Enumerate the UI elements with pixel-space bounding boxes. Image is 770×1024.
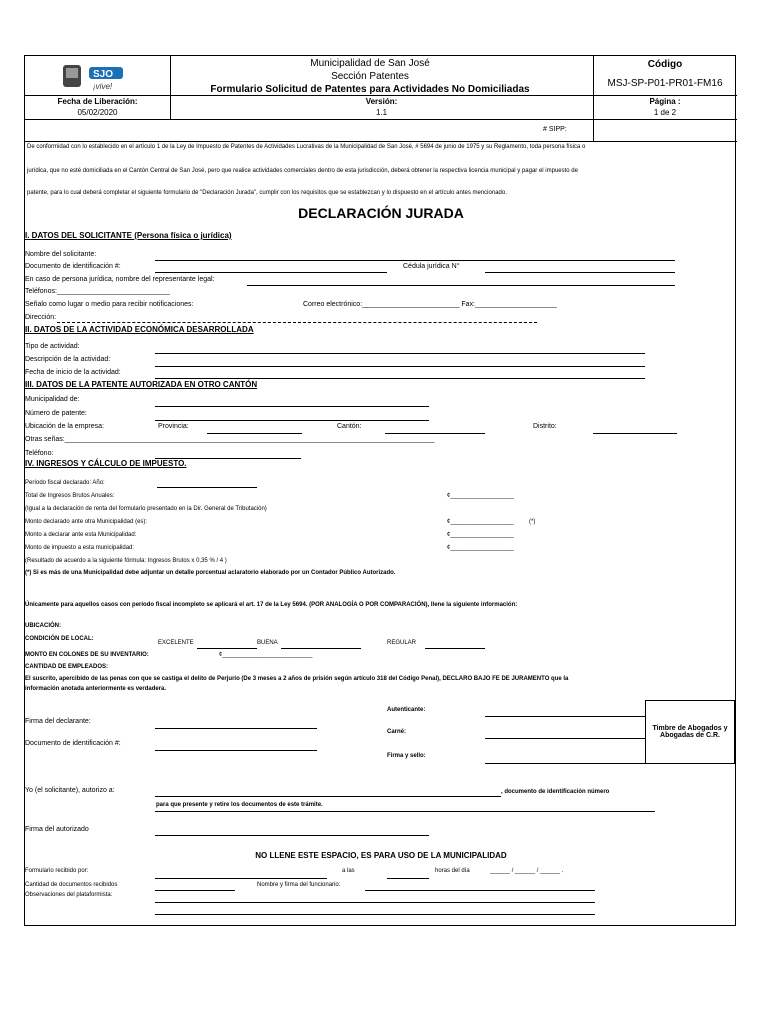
location-title: UBICACIÓN: bbox=[25, 623, 61, 629]
id-number-label: , documento de identificación número bbox=[501, 789, 610, 795]
declarant-signature-label: Firma del declarante: bbox=[25, 718, 91, 725]
received-by-label: Formulario recibido por: bbox=[25, 868, 89, 874]
svg-text:¡vive!: ¡vive! bbox=[93, 82, 113, 91]
observations-label: Observaciones del plataformista: bbox=[25, 892, 113, 898]
sipp-label: # SIPP: bbox=[543, 126, 567, 133]
address-label: Dirección: bbox=[25, 314, 57, 321]
tax-amount-value[interactable]: ¢___________________ bbox=[447, 545, 514, 551]
authorized-person-field[interactable] bbox=[155, 796, 501, 797]
employees-label: CANTIDAD DE EMPLEADOS: bbox=[25, 664, 109, 670]
office-use-title: NO LLENE ESTE ESPACIO, ES PARA USO DE LA MUNICIPALIDAD bbox=[255, 851, 507, 860]
section-4-title: IV. INGRESOS Y CÁLCULO DE IMPUESTO. bbox=[25, 459, 187, 468]
phones-label[interactable]: Teléfonos:_____________________________ bbox=[25, 288, 170, 295]
lawyers-stamp-label: Timbre de Abogados y Abogadas de C.R. bbox=[652, 725, 728, 739]
cedula-field[interactable] bbox=[485, 272, 675, 273]
seal-field[interactable] bbox=[485, 763, 645, 764]
declaration-title: DECLARACIÓN JURADA bbox=[298, 205, 464, 221]
phone-label: Teléfono: bbox=[25, 450, 54, 457]
district-field[interactable] bbox=[593, 433, 677, 434]
address-field[interactable] bbox=[57, 322, 537, 323]
other-muni-amount-value[interactable]: ¢___________________ bbox=[447, 519, 514, 525]
inventory-label: MONTO EN COLONES DE SU INVENTARIO: bbox=[25, 652, 149, 658]
section-3-title: III. DATOS DE LA PATENTE AUTORIZADA EN OTRO CANTÓN bbox=[25, 380, 258, 389]
fiscal-year-field[interactable] bbox=[157, 487, 257, 488]
regular-field[interactable] bbox=[425, 648, 485, 649]
activity-start-field[interactable] bbox=[155, 378, 645, 379]
section-2-title: II. DATOS DE LA ACTIVIDAD ECONÓMICA DESARROLLADA bbox=[25, 325, 254, 334]
this-muni-amount-label: Monto a declarar ante esta Municipalidad: bbox=[25, 532, 137, 538]
carne-field[interactable] bbox=[485, 738, 645, 739]
svg-text:SJO: SJO bbox=[93, 69, 114, 80]
code-value: MSJ-SP-P01-PR01-FM16 bbox=[607, 78, 723, 89]
oath-line-1: El suscrito, apercibido de las penas con que se castiga el delito de Perjurio (De 3 meses a 2 años de prisión según artículo 318 del Código Penal), DECLARO BAJO FE DE JURAMENTO que la bbox=[25, 676, 569, 682]
municipality-name: Municipalidad de San José bbox=[310, 58, 430, 69]
authorized-signature-label: Firma del autorizado bbox=[25, 826, 89, 833]
incomplete-period-note: Únicamente para aquellos casos con período fiscal incompleto se aplicará el art. 17 de la Ley 5694. (POR ANALOGÍA O POR COMPARACIÓN), llene la siguiente información: bbox=[25, 602, 518, 608]
declarant-id-field[interactable] bbox=[155, 750, 317, 751]
carne-label: Carné: bbox=[387, 729, 407, 735]
inventory-value[interactable]: ¢___________________________ bbox=[219, 652, 313, 658]
activity-desc-label: Descripción de la actividad: bbox=[25, 356, 111, 363]
good-option[interactable]: BUENA bbox=[257, 640, 278, 646]
declarant-id-label: Documento de identificación #: bbox=[25, 740, 121, 747]
purpose-label: para que presente y retire los documentos de este trámite. bbox=[156, 802, 323, 808]
page-value: 1 de 2 bbox=[653, 108, 677, 117]
version-label: Versión: bbox=[365, 97, 398, 106]
day-label: horas del día bbox=[435, 868, 470, 874]
release-label: Fecha de Liberación: bbox=[57, 97, 138, 106]
id-doc-field[interactable] bbox=[155, 272, 387, 273]
at-label: a las bbox=[342, 868, 355, 874]
doc-count-field[interactable] bbox=[155, 890, 235, 891]
district-label: Distrito: bbox=[533, 423, 557, 430]
regular-option[interactable]: REGULAR bbox=[387, 640, 417, 646]
municipality-logo bbox=[55, 61, 150, 93]
doc-count-label: Cantidad de documentos recibidos bbox=[25, 882, 118, 888]
excellent-option[interactable]: EXCELENTE bbox=[158, 640, 194, 646]
canton-field[interactable] bbox=[385, 433, 485, 434]
intro-line-2: jurídica, que no esté domiciliada en el Cantón Central de San José, pero que realice actividades comerciales dentro de esta jurisdicción, deberá obtener la respectiva licencia municipal y pagar el impuesto de bbox=[27, 168, 578, 174]
other-muni-label: Municipalidad de: bbox=[25, 396, 80, 403]
official-label: Nombre y firma del funcionario: bbox=[257, 882, 341, 888]
page-label: Página : bbox=[649, 97, 681, 106]
received-by-field[interactable] bbox=[155, 878, 327, 879]
email-fax-label[interactable]: Correo electrónico:_________________________ Fax:_____________________ bbox=[303, 301, 557, 308]
intro-line-3: patente, para lo cual deberá completar el siguiente formulario de "Declaración Jurada", cumplir con los requisitos que se establezcan y lo dispuesto en el artículo antes mencionado. bbox=[27, 190, 507, 196]
fiscal-period-label: Período fiscal declarado: Año: bbox=[25, 480, 105, 486]
applicant-name-field[interactable] bbox=[155, 260, 675, 261]
cedula-label: Cédula jurídica N° bbox=[403, 263, 460, 270]
province-field[interactable] bbox=[207, 433, 302, 434]
province-label: Provincia: bbox=[158, 423, 189, 430]
other-muni-amount-label: Monto declarado ante otra Municipalidad (es): bbox=[25, 519, 148, 525]
intro-line-1: De conformidad con lo establecido en el artículo 1 de la Ley de Impuesto de Patentes de Actividades Lucrativas de la Municipalidad de San José, # 5694 de junio de 1975 y su Reglamento, toda persona física o bbox=[27, 144, 586, 150]
official-field[interactable] bbox=[365, 890, 595, 891]
gross-income-value[interactable]: ¢___________________ bbox=[447, 493, 514, 499]
patent-number-field[interactable] bbox=[155, 420, 429, 421]
section-1-title: I. DATOS DEL SOLICITANTE (Persona física o jurídica) bbox=[25, 231, 232, 240]
canton-label: Cantón: bbox=[337, 423, 362, 430]
patent-number-label: Número de patente: bbox=[25, 410, 87, 417]
activity-desc-field[interactable] bbox=[155, 366, 645, 367]
form-title: Formulario Solicitud de Patentes para Actividades No Domiciliadas bbox=[210, 84, 530, 95]
activity-start-label: Fecha de inicio de la actividad: bbox=[25, 369, 121, 376]
authorize-label: Yo (el solicitante), autorizo a: bbox=[25, 787, 115, 794]
authorized-id-field[interactable] bbox=[155, 811, 655, 812]
activity-type-field[interactable] bbox=[155, 353, 645, 354]
gross-income-label: Total de Ingresos Brutos Anuales: bbox=[25, 493, 115, 499]
observations-field-2[interactable] bbox=[155, 914, 595, 915]
local-condition-label: CONDICIÓN DE LOCAL: bbox=[25, 636, 94, 642]
other-muni-field[interactable] bbox=[155, 406, 429, 407]
good-field[interactable] bbox=[281, 648, 361, 649]
form-page bbox=[24, 55, 736, 926]
authorized-signature-field[interactable] bbox=[155, 835, 429, 836]
authenticator-label: Autenticante: bbox=[387, 707, 426, 713]
hour-field[interactable] bbox=[387, 878, 429, 879]
tax-amount-label: Monto de impuesto a esta municipalidad: bbox=[25, 545, 135, 551]
declarant-signature-field[interactable] bbox=[155, 728, 317, 729]
lawyers-stamp-box bbox=[645, 700, 735, 764]
other-muni-asterisk: (*) bbox=[529, 519, 536, 525]
oath-line-2: información anotada anteriormente es verdadera. bbox=[25, 686, 167, 692]
tax-formula: (Resultado de acuerdo a la siguiente fórmula: Ingresos Brutos x 0,35 % / 4 ) bbox=[25, 558, 227, 564]
id-doc-label: Documento de identificación #: bbox=[25, 263, 121, 270]
location-label: Ubicación de la empresa: bbox=[25, 423, 104, 430]
tax-note: (*) Si es más de una Municipalidad debe adjuntar un detalle porcentual aclaratorio elaborado por un Contador Público Autorizado. bbox=[25, 570, 396, 576]
applicant-name-label: Nombre del solicitante: bbox=[25, 251, 97, 258]
notify-label: Señalo como lugar o medio para recibir notificaciones: bbox=[25, 301, 194, 308]
excellent-field[interactable] bbox=[197, 648, 257, 649]
observations-field-1[interactable] bbox=[155, 902, 595, 903]
code-label: Código bbox=[647, 59, 683, 70]
this-muni-amount-value[interactable]: ¢___________________ bbox=[447, 532, 514, 538]
legal-rep-field[interactable] bbox=[247, 285, 675, 286]
activity-type-label: Tipo de actividad: bbox=[25, 343, 80, 350]
seal-label: Firma y sello: bbox=[387, 753, 426, 759]
legal-rep-label: En caso de persona jurídica, nombre del representante legal: bbox=[25, 276, 215, 283]
gross-income-note: (Igual a la declaración de renta del formulario presentado en la Dir. General de Tributación) bbox=[25, 506, 267, 512]
other-details-label[interactable]: Otras señas:_______________________________________________________________________________________________ bbox=[25, 436, 435, 443]
date-fields[interactable]: ______ / ______ / ______ . bbox=[490, 868, 564, 874]
version-value: 1.1 bbox=[375, 108, 388, 117]
release-value: 05/02/2020 bbox=[77, 108, 118, 117]
section-name: Sección Patentes bbox=[331, 71, 409, 82]
authenticator-field[interactable] bbox=[485, 716, 645, 717]
